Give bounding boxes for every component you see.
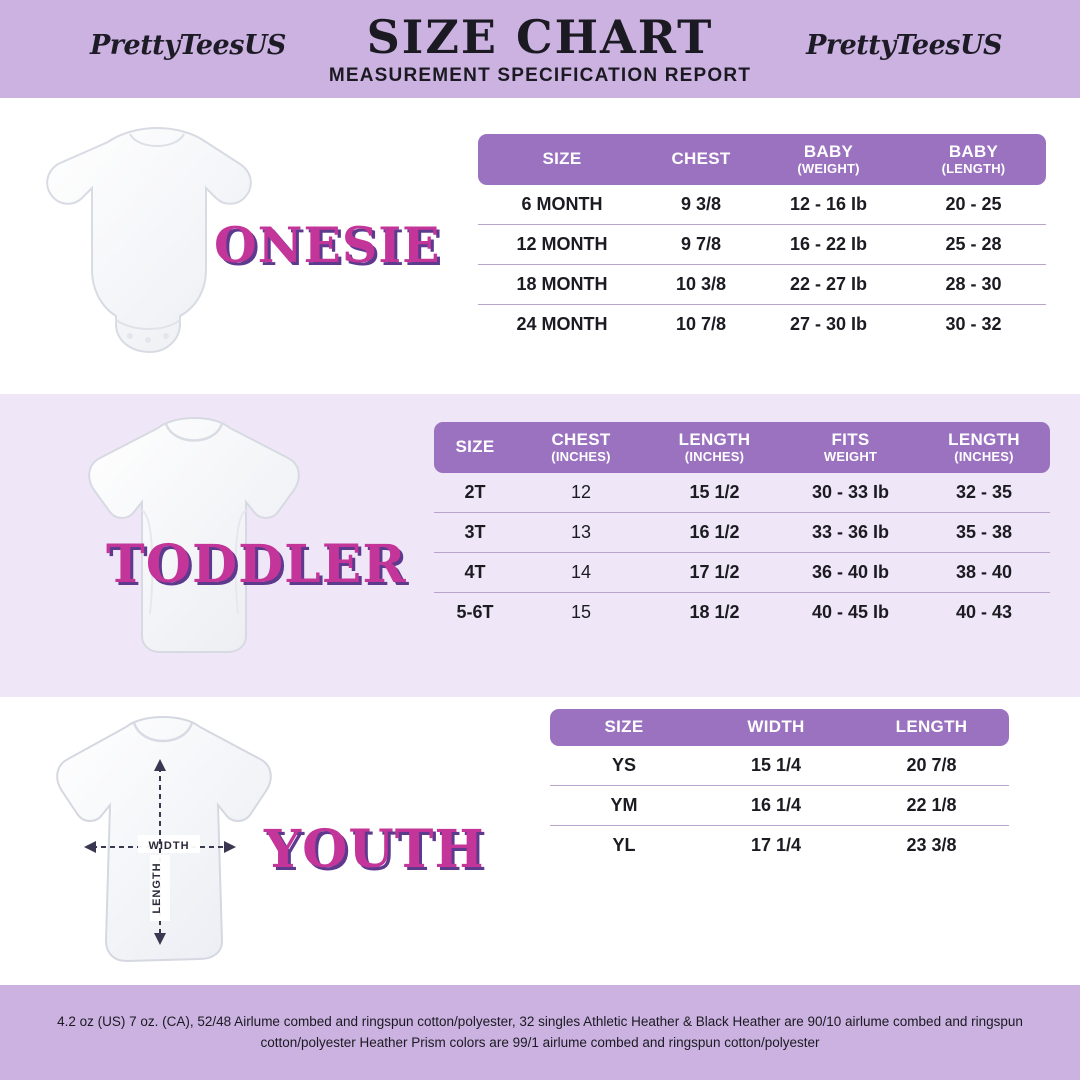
table-row xyxy=(550,746,1009,786)
cell-weight: 16 - 22 Ib xyxy=(756,224,901,264)
category-label-onesie: ONESIE xyxy=(214,216,441,274)
cell-size: 2T xyxy=(434,473,516,513)
cell-size: YS xyxy=(550,746,698,786)
table-header-row xyxy=(478,134,1046,185)
table-row xyxy=(434,592,1050,632)
cell-width: 17 1/4 xyxy=(750,834,802,855)
table-row xyxy=(434,473,1050,513)
table-row xyxy=(550,785,1009,825)
cell-chest: 12 xyxy=(516,473,646,513)
cell-size: 5-6T xyxy=(456,601,494,622)
table-row xyxy=(550,825,1009,865)
cell-fits-weight: 33 - 36 Ib xyxy=(783,512,918,552)
cell-width: 15 1/4 xyxy=(698,746,854,786)
cell-chest: 10 3/8 xyxy=(646,264,756,304)
cell-length: 17 1/2 xyxy=(646,552,783,592)
cell-chest: 10 7/8 xyxy=(675,313,727,334)
cell-chest: 9 7/8 xyxy=(646,224,756,264)
page-subtitle: MEASUREMENT SPECIFICATION REPORT xyxy=(328,64,752,86)
svg-text:LENGTH: LENGTH xyxy=(151,862,163,914)
toddler-size-table xyxy=(434,422,1050,632)
page-footer xyxy=(0,985,1080,1080)
cell-size: YL xyxy=(612,834,636,855)
cell-size: 6 MONTH xyxy=(478,185,646,225)
cell-fits-weight: 40 - 45 Ib xyxy=(811,601,890,622)
page-title: SIZE CHART xyxy=(366,10,714,65)
cell-chest: 13 xyxy=(516,512,646,552)
cell-size: 18 MONTH xyxy=(478,264,646,304)
col-width: WIDTH xyxy=(698,709,854,746)
cell-length-2: 38 - 40 xyxy=(918,552,1050,592)
page-header xyxy=(0,0,1080,98)
col-baby-length: BABY (LENGTH) xyxy=(901,134,1046,185)
toddler-artwork xyxy=(0,394,460,697)
youth-tshirt-icon xyxy=(22,715,302,965)
brand-logo-left: PrettyTeesUS xyxy=(90,30,286,61)
col-length: LENGTH (INCHES) xyxy=(646,422,783,473)
fabric-composition-text: 4.2 oz (US) 7 oz. (CA), 52/48 Airlume combed and ringspun cotton/polyester, 32 singles Athletic Heather & Black Heather are 90/10 airlume combed and ringspun cotton/polyester Heather Prism colors are 99/1 airlume combed and ringspun cotton/polyester xyxy=(57,1013,1023,1050)
cell-size: 12 MONTH xyxy=(478,224,646,264)
cell-length: 22 1/8 xyxy=(854,785,1009,825)
cell-fits-weight: 36 - 40 Ib xyxy=(783,552,918,592)
cell-length-2: 35 - 38 xyxy=(918,512,1050,552)
cell-weight: 22 - 27 Ib xyxy=(756,264,901,304)
col-chest: CHEST (INCHES) xyxy=(516,422,646,473)
table-header-row xyxy=(434,422,1050,473)
col-fits-weight: FITS WEIGHT xyxy=(783,422,918,473)
table-row xyxy=(434,552,1050,592)
cell-size: YM xyxy=(550,785,698,825)
cell-length: 20 7/8 xyxy=(854,746,1009,786)
col-size: SIZE xyxy=(434,422,516,473)
col-baby-weight: BABY (WEIGHT) xyxy=(756,134,901,185)
table-row xyxy=(478,185,1046,225)
cell-length: 20 - 25 xyxy=(901,185,1046,225)
cell-length: 18 1/2 xyxy=(689,601,740,622)
table-row xyxy=(434,512,1050,552)
table-row xyxy=(478,264,1046,304)
cell-size: 4T xyxy=(434,552,516,592)
cell-chest: 15 xyxy=(570,601,592,622)
table-row xyxy=(478,224,1046,264)
cell-length: 15 1/2 xyxy=(646,473,783,513)
section-onesie xyxy=(0,98,1080,394)
cell-chest: 14 xyxy=(516,552,646,592)
col-size: SIZE xyxy=(550,709,698,746)
cell-fits-weight: 30 - 33 Ib xyxy=(783,473,918,513)
cell-length: 25 - 28 xyxy=(901,224,1046,264)
col-length: LENGTH xyxy=(854,709,1009,746)
category-label-toddler: TODDLER xyxy=(106,534,407,595)
youth-artwork xyxy=(0,697,485,985)
cell-length-2: 32 - 35 xyxy=(918,473,1050,513)
cell-weight: 27 - 30 Ib xyxy=(789,313,868,334)
section-toddler xyxy=(0,394,1080,697)
table-header-row xyxy=(550,709,1009,746)
col-chest: CHEST xyxy=(646,134,756,185)
category-label-youth: YOUTH xyxy=(264,819,485,880)
svg-text:WIDTH: WIDTH xyxy=(148,840,190,852)
cell-length: 23 3/8 xyxy=(906,834,957,855)
cell-size: 24 MONTH xyxy=(516,313,608,334)
cell-length: 30 - 32 xyxy=(945,313,1002,334)
cell-chest: 9 3/8 xyxy=(646,185,756,225)
header-title-block xyxy=(328,10,752,86)
col-length-2: LENGTH (INCHES) xyxy=(918,422,1050,473)
youth-size-table xyxy=(550,709,1009,865)
col-size: SIZE xyxy=(478,134,646,185)
cell-size: 3T xyxy=(434,512,516,552)
section-youth xyxy=(0,697,1080,985)
table-row xyxy=(478,304,1046,344)
cell-width: 16 1/4 xyxy=(698,785,854,825)
onesie-size-table xyxy=(478,134,1046,344)
cell-length-2: 40 - 43 xyxy=(955,601,1013,622)
onesie-artwork xyxy=(0,98,460,394)
cell-length: 16 1/2 xyxy=(646,512,783,552)
cell-length: 28 - 30 xyxy=(901,264,1046,304)
brand-logo-right: PrettyTeesUS xyxy=(806,30,1002,61)
cell-weight: 12 - 16 Ib xyxy=(756,185,901,225)
